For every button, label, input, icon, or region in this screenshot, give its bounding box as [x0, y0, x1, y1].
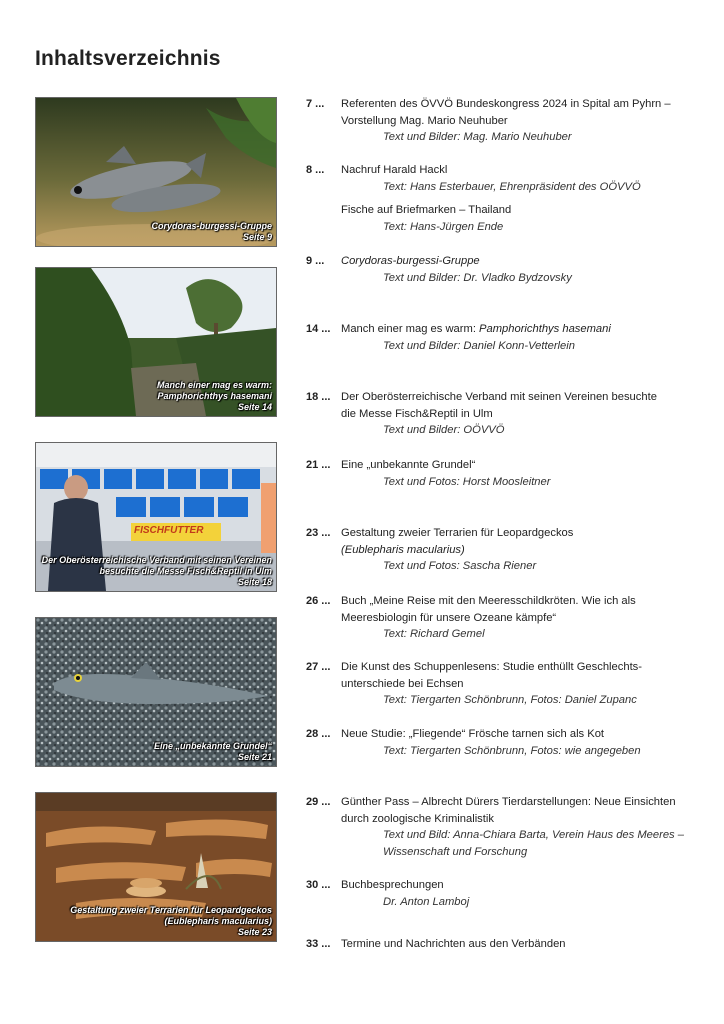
photo-corydoras [35, 97, 277, 247]
toc-entry-8[interactable]: 8 ... Nachruf Harald Hackl Text: Hans Esterbauer, Ehrenpräsident des OÖVVÖ [306, 164, 641, 193]
toc-entry-7[interactable]: 7 ... Referenten des ÖVVÖ Bundeskongress 2024 in Spital am Pyhrn – Vorstellung Mag. Mario Neuhuber Text und Bilder: Mag. Mario Neuhuber [306, 98, 671, 143]
toc-entry-23[interactable]: 23 ... Gestaltung zweier Terrarien für Leopardgeckos (Eublepharis macularius) Text und Fotos: Sascha Riener [306, 527, 574, 572]
fish-food-sign: FISCHFUTTER [134, 525, 204, 536]
page-title: Inhaltsverzeichnis [35, 47, 221, 70]
toc-entry-33[interactable]: 33 ... Termine und Nachrichten aus den Verbänden [306, 938, 566, 950]
photo-trade-fair [35, 442, 277, 592]
photo-caption: Manch einer mag es warm: Pamphorichthys hasemani Seite 14 [156, 380, 272, 412]
toc-entry-30[interactable]: 30 ... Buchbesprechungen Dr. Anton Lamboj [306, 879, 470, 908]
photo-terrarium [35, 792, 277, 942]
photo-goby [35, 617, 277, 767]
toc-entry-18[interactable]: 18 ... Der Oberösterreichische Verband mit seinen Vereinen besuchte die Messe Fisch&Reptil in Ulm Text und Bilder: OÖVVÖ [306, 391, 657, 436]
toc-entry-28[interactable]: 28 ... Neue Studie: „Fliegende“ Frösche tarnen sich als Kot Text: Tiergarten Schönbrunn, Fotos: wie angegeben [306, 728, 641, 757]
toc-entry-26[interactable]: 26 ... Buch „Meine Reise mit den Meeresschildkröten. Wie ich als Meeresbiologin für unsere Ozeane kämpfe“ Text: Richard Gemel [306, 595, 636, 640]
toc-entry-14[interactable]: 14 ... Manch einer mag es warm: Pamphorichthys hasemani Text und Bilder: Daniel Konn-Vetterlein [306, 323, 611, 352]
photo-caption: Corydoras-burgessi-Gruppe Seite 9 [151, 221, 272, 242]
toc-entry-29[interactable]: 29 ... Günther Pass – Albrecht Dürers Tierdarstellungen: Neue Einsichten durch zoologische Kriminalistik Text und Bild: Anna-Chiara Barta, Verein Haus des Meeres – Wissenschaft und Forschung [306, 796, 684, 858]
toc-entry-8b[interactable]: Fische auf Briefmarken – Thailand Text: Hans-Jürgen Ende [341, 204, 512, 233]
photo-caption: Der Oberösterreichische Verband mit seinen Vereinen besuchte die Messe Fisch&Reptil in Ulm Seite 18 [41, 555, 272, 587]
photo-river [35, 267, 277, 417]
photo-caption: Eine „unbekannte Grundel“ Seite 21 [153, 741, 272, 762]
toc-entry-9[interactable]: 9 ... Corydoras-burgessi-Gruppe Text und Bilder: Dr. Vladko Bydzovsky [306, 255, 572, 284]
toc-entry-21[interactable]: 21 ... Eine „unbekannte Grundel“ Text und Fotos: Horst Moosleitner [306, 459, 551, 488]
photo-caption: Gestaltung zweier Terrarien für Leopardgeckos (Eublepharis macularius) Seite 23 [70, 905, 272, 937]
toc-entry-27[interactable]: 27 ... Die Kunst des Schuppenlesens: Studie enthüllt Geschlechts- unterschiede bei Echsen Text: Tiergarten Schönbrunn, Fotos: Daniel Zupanc [306, 661, 642, 706]
